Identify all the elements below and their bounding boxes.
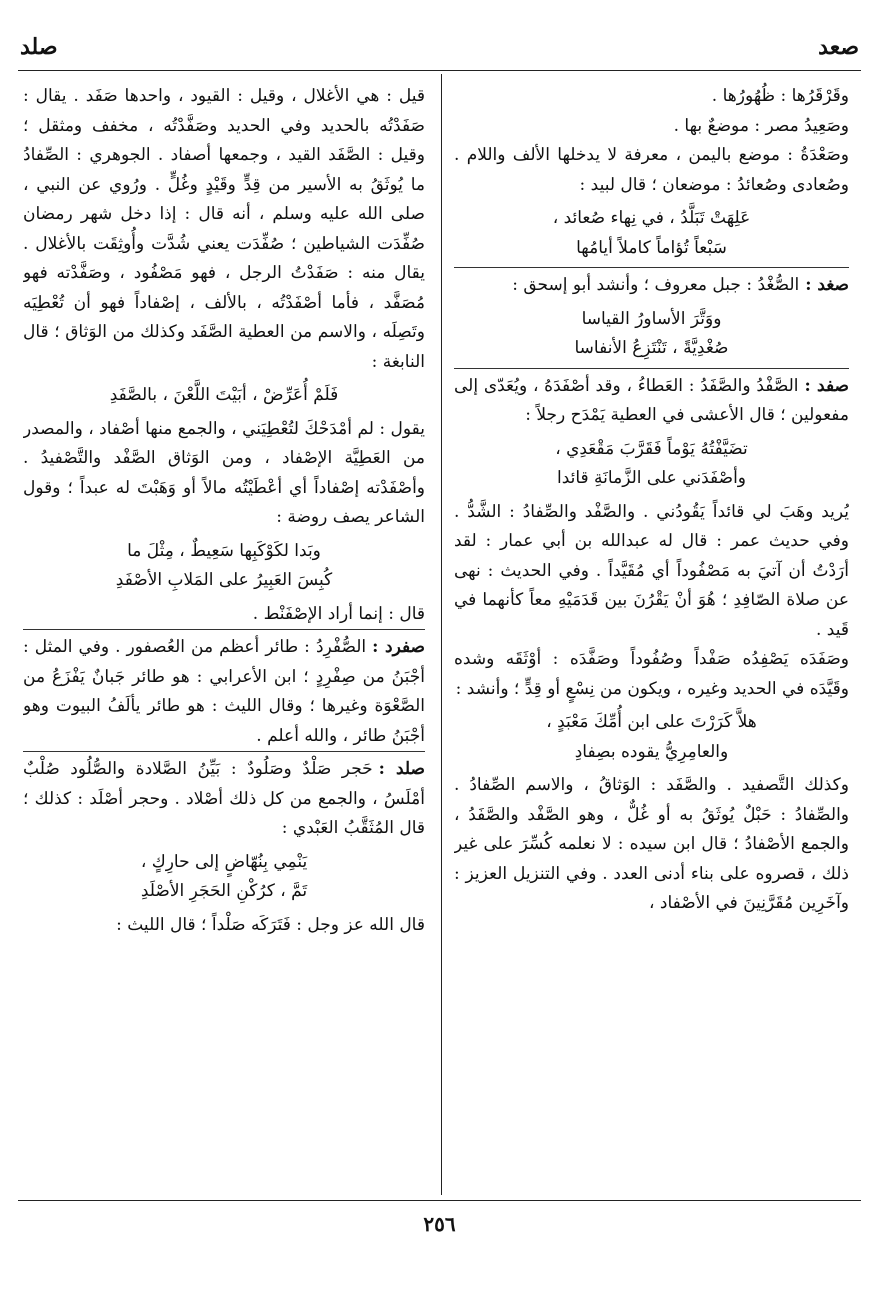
verse bbox=[23, 381, 425, 411]
verse-line: سَبْعاً تُؤاماً كاملاً أيامُها bbox=[576, 237, 727, 258]
verse-line: ووَتَّرَ الأساورُ القياسا bbox=[581, 308, 722, 329]
bottom-rule bbox=[18, 1200, 861, 1201]
entry-headword: صلد : bbox=[378, 759, 425, 779]
page-header bbox=[20, 30, 859, 64]
page-number: ٢٥٦ bbox=[423, 1212, 456, 1236]
column-divider bbox=[441, 74, 442, 1195]
paragraph: يقول : لم أمْدَحْكَ لتُعْطِيَني ، والجمع منها أصْفاد ، والمصدر من العَطِيَّة الإصْفاد ، ومن الوَثاق الصَّفْد والتَّصْفيدُ . وأصْفَدْته إصْفاداً أي أعْطَيْتُه مالاً أو وَهَبْتَ له عبداً ؛ وقول الشاعر يصف روضة : bbox=[23, 418, 425, 527]
verse bbox=[23, 848, 425, 907]
verse-line: هلاَّ كَرَرْتَ على ابن أُمِّكَ مَعْبَدٍ ، bbox=[546, 712, 757, 732]
dictionary-entry bbox=[23, 629, 425, 751]
paragraph: وصَعْدَةُ : موضع باليمن ، معرفة لا يدخلها الألف واللام . وصُعادى وصُعائدُ : موضعان ؛ قال لبيد : bbox=[454, 145, 849, 195]
verse-line: فَلَمْ أُعَرِّضْ ، أبَيْتَ اللَّعْنَ ، بالصَّفَدِ bbox=[109, 385, 339, 405]
entry-headword: صفد : bbox=[804, 375, 849, 396]
paragraph: وكذلك التَّصفيد . والصَّفَد : الوَثاقُ ، والاسم الصِّفادُ . والصِّفادُ : حَبْلٌ يُوثَقُ به أو غُلٌّ ، وهو الصَّفْد والصَّفَدُ ، والجمع الأصْفادُ ؛ قال ابن سيده : لا نعلمه كُسِّرَ على غير ذلك ، قصروه على بناء أدنى العدد . وفي التنزيل العزيز : وآخَرِين مُقَرَّنِينَ في الأصْفاد ، bbox=[454, 775, 849, 913]
paragraph: وصَفَدَه يَصْفِدُه صَفْداً وصُفُوداً وصَفَّدَه : أوْثَقَه وشده وقَيَّدَه في الحديد وغيره ، ويكون من نِسْعٍ أو قِدٍّ ؛ وأنشد : bbox=[454, 649, 849, 699]
entry-headword: صفرد : bbox=[372, 637, 425, 657]
verse-line: والعامِرِيُّ يقوده بصِفادِ bbox=[574, 741, 729, 762]
left-running-head: صلد bbox=[20, 34, 58, 60]
paragraph: قال : إنما أراد الإصْفَنْط . bbox=[252, 603, 425, 624]
verse-line: تضَيَّفْتُهُ يَوْماً فَقَرَّبَ مَقْعَدِي ، bbox=[555, 438, 748, 459]
verse bbox=[23, 537, 425, 596]
left-column bbox=[23, 82, 425, 1194]
paragraph: قيل : هي الأغلال ، وقيل : القيود ، واحدها صَفَد . يقال : صَفَدْتُه بالحديد وفي الحديد وصَفَّدْتُه ، مخفف ومثقل ؛ وقيل : الصَّفَد القيد ، وجمعها أصفاد . الجوهري : الصِّفادُ ما يُوثَقُ به الأسير من قِدٍّ وقَيْدٍ وغُلٍّ . ورُوي عن النبي ، صلى الله عليه وسلم ، أنه قال : إذا دخل شهر رمضان صُفِّدَت الشياطين ؛ صُفِّدَت يعني شُدَّت وأُوثِقَت بالأغلال . يقال منه : صَفَدْتُ الرجل ، فهو مَصْفُود ، وصَفَّدْته فهو مُصَفَّد ، فأما أصْفَدْتُه ، بالألف ، إصْفاداً فهو أن تُعْطِيَه وتَصِلَه ، والاسم من العطية الصَّفَد وكذلك من الوَثاق ؛ قال النابغة : bbox=[23, 86, 425, 372]
dictionary-entry bbox=[454, 267, 849, 301]
verse bbox=[454, 708, 849, 767]
verse bbox=[454, 204, 849, 263]
paragraph: وصَعِيدُ مصر : موضعٌ بها . bbox=[673, 115, 849, 136]
entry-text: الصُّفْرِدُ : طائر أعظم من العُصفور . وفي المثل : أجْبَنُ من صِفْرِدٍ ؛ ابن الأعرابي : هو طائر جَبانٌ يَفْزَعُ من الصَّعْوَة وغيرها ؛ وقال الليث : هو طائر يألَفُ البيوت وهو أجْبَنُ طائر ، والله أعلم . bbox=[23, 637, 425, 746]
verse-line: كُبِسَ العَبِيرُ على المَلابِ الأصْفَدِ bbox=[115, 570, 333, 590]
verse-line: صُغْدِيَّةً ، تَنْتَزِعُ الأنفاسا bbox=[574, 338, 729, 358]
paragraph: قال الله عز وجل : فَتَرَكَه صَلْداً ؛ قال الليث : bbox=[116, 914, 425, 935]
verse-line: تَمَّ ، كرُكْنِ الحَجَرِ الأصْلَدِ bbox=[140, 881, 308, 901]
right-column bbox=[454, 82, 849, 1194]
right-running-head: صعد bbox=[818, 34, 859, 60]
paragraph: وقَرْقَرُها : ظُهُورُها . bbox=[711, 86, 849, 106]
verse-line: عَلِهَتْ تَبَلَّدُ ، في نِهاء صُعائد ، bbox=[552, 208, 751, 228]
entry-text: حَجر صَلْدٌ وصَلُودٌ : بَيِّنُ الصَّلادة والصُّلُود صُلْبٌ أمْلَسُ ، والجمع من كل ذلك أصْلاد . وحجر أصْلَد : كذلك ؛ قال المُثَقَّبُ العَبْدي : bbox=[23, 759, 425, 838]
verse-line: وأصْفَدَني على الزَّمانَةِ قائدا bbox=[556, 468, 747, 488]
entry-headword: صغد : bbox=[805, 275, 849, 295]
entry-text: الصُّغْدُ : جبل معروف ؛ وأنشد أبو إسحق : bbox=[512, 275, 800, 295]
paragraph: يُريد وهَبَ لي قائداً يَقُودُني . والصَّفْد والصِّفادُ : الشَّدُّ . وفي حديث عمر : قال له عبدالله بن أبي عمار : لقد أرَدْتُ أن آتيَ به مَصْفُوداً أي مُقَيَّداً . وفي الحديث : نهى عن صلاة الصّافِدِ ؛ هُوَ أنْ يَقْرُنَ بين قَدَمَيْهِ معاً كأنهما في قَيد . bbox=[454, 501, 849, 640]
top-rule bbox=[18, 70, 861, 71]
dictionary-entry bbox=[454, 368, 849, 431]
verse-line: وبَدا لكَوْكَبِها سَعِيطٌ ، مِثْلَ ما bbox=[127, 540, 321, 561]
entry-text: الصَّفْدُ والصَّفَدُ : العَطاءُ ، وقد أصْفَدَهُ ، ويُعَدّى إلى مفعولين ؛ قال الأعشى في العطية يَمْدَح رجلاً : bbox=[454, 375, 849, 425]
verse-line: يَنْمِي بِنُهّاضٍ إلى حارِكٍ ، bbox=[140, 851, 308, 872]
dictionary-entry bbox=[23, 751, 425, 844]
verse bbox=[454, 305, 849, 364]
verse bbox=[454, 435, 849, 494]
